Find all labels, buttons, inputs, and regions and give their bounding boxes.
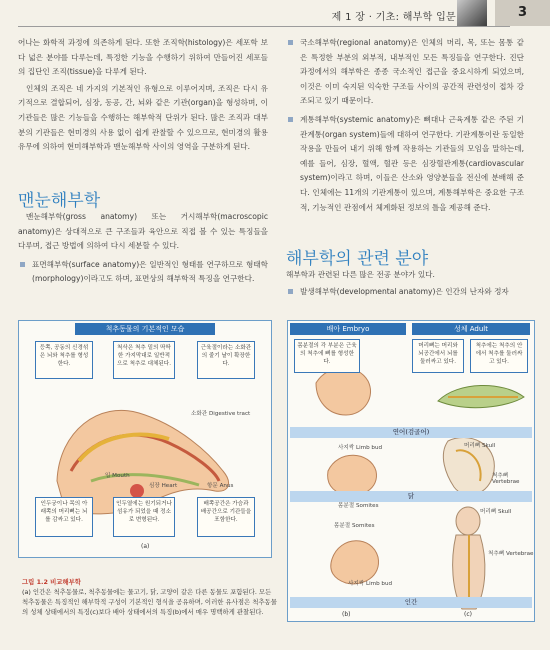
callout-notochord: 척삭은 척추 밑의 딱딱한 가지막대로 일반적으로 척추로 대체된다.: [113, 341, 175, 379]
label-vertebrae-1: 척추뼈 Vertebrae: [492, 473, 520, 485]
callout-pharyngeal: 인두궁이나 목의 아래쪽의 머리뼈는 뇌를 감싸고 있다.: [35, 497, 93, 537]
adult-callout-vertebrae: 척추에는 척추의 안에서 척추를 둘러싸고 있다.: [470, 339, 528, 373]
label-mouth: 입 Mouth: [105, 473, 130, 479]
callout-muscle: 근육절이라는 소화관의 줄기 날이 확장한다.: [197, 341, 255, 379]
bullet-systemic-text: 계통해부학(systemic anatomy)은 뼈대나 근육계통 같은 주된 기관계통(organ system)들에 대하여 연구한다. 기관계통이란 동일한 작용을 만들어 내기 위해 함께 작용하는 기관들의 모임을 말하는데, 예를 들어, 심장, 혈액, 혈관 등은 심장혈관계통(cardiovascular system)이라고 하며, 이들은 산소와 영양분들을 전신에 분배해 준다. 인체에는 11개의 기관계통이 있으며, 계통해부학은 중요한 구조적, 기능적인 관점에서 체계화된 정보의 틀을 제공해 준다.: [300, 114, 524, 212]
bullet-square-icon: [288, 117, 293, 122]
page-header: [0, 0, 550, 28]
header-thumbnail-image: [457, 0, 487, 26]
label-somites-1: 몸분절 Somites: [338, 503, 379, 509]
bullet-developmental: [286, 285, 524, 300]
adult-callout-skull: 머리뼈는 머리와 뇌공간에서 뇌를 둘러싸고 있다.: [412, 339, 464, 373]
label-skull-1: 머리뼈 Skull: [464, 443, 496, 449]
label-heart: 심장 Heart: [149, 483, 178, 489]
figure-b-letter: (b): [342, 611, 351, 618]
header-rule: [18, 26, 510, 27]
figure-a-panel: [18, 320, 272, 558]
section-heading-gross: 맨눈해부학: [18, 191, 101, 211]
intro-paragraph: 인체의 조직은 네 가지의 기본적인 유형으로 이루어지며, 조직은 다시 유기적으로 결합되어, 심장, 동공, 간, 뇌와 같은 기관(organ)을 형성하며, 이 기관들은 많은 기능들을 수행하는 해부학적 단위가 된다. 많은 조직과 대부분의 기관들은 현미경의 사용 없이 쉽게 관찰할 수 있으므로, 현미경의 활용 유무에 의하여 현미해부학과 맨눈해부학 사이의 영역을 구분하게 된다.: [18, 83, 268, 152]
page-number: 3: [495, 0, 550, 26]
related-paragraph: 해부학과 관련된 다른 많은 전공 분야가 있다.: [286, 270, 435, 279]
callout-neural-tube: 등쪽, 공동의 신경섞은 뇌와 척추를 형성한다.: [35, 341, 93, 379]
label-skull-2: 머리뼈 Skull: [480, 509, 512, 515]
embryo-column-title: 배아 Embryo: [290, 323, 406, 335]
bullet-regional: [286, 36, 524, 109]
bullet-developmental-text: 발생해부학(developmental anatomy)은 인간의 난자와 정자: [300, 286, 509, 296]
left-intro: [18, 36, 268, 157]
bullet-surface: [18, 258, 268, 287]
label-somites-2: 몸분절 Somites: [334, 523, 375, 529]
caption-title: 그림 1.2 비교해부학: [22, 578, 81, 586]
right-column: [286, 36, 524, 215]
bullet-regional-text: 국소해부학(regional anatomy)은 인체의 머리, 목, 또는 몸통 같은 특정한 부분의 외부적, 내부적인 모든 특징들을 연구한다. 진단 과정에서의 해부학은 종종 국소적인 접근을 중요시하게 되었으며, 이것은 이미 숙지된 익숙한 구조들 사이의 공간적 관련성이 접차 강조되고 있기 때문이다.: [300, 38, 524, 106]
label-limb-bud-2: 사지싹 Limb bud: [348, 581, 393, 587]
label-limb-bud-1: 사지싹 Limb bud: [338, 445, 383, 451]
section-heading-related: 해부학의 관련 분야: [286, 249, 429, 269]
chapter-title: 제 1 장 · 기초: 해부학 입문: [331, 12, 456, 23]
intro-paragraph: 어나는 화학적 과정에 의존하게 된다. 또한 조직학(histology)은 세포학 보다 넓은 분야를 다루는데, 특정한 기능을 수행하기 위하여 만들어진 세포들의 집단인 조직(tissue)을 다루게 된다.: [18, 38, 268, 77]
gross-paragraph: 맨눈해부학(gross anatomy) 또는 거시해부학(macroscopic anatomy)은 상대적으로 큰 구조들과 육안으로 직접 볼 수 있는 특징들을 다루며, 접근 방법에 의하여 다시 세분할 수 있다.: [18, 212, 268, 251]
callout-ventral: 배쪽공간은 가슴과 배공간으로 기관들을 포함한다.: [197, 497, 255, 537]
band-human: 인간: [290, 597, 532, 608]
right-related: [286, 268, 524, 299]
band-chicken: 닭: [290, 491, 532, 502]
caption-text: (a) 인간은 척추동물로, 척추동물에는 물고기, 닭, 고양이 같은 다른 동물도 포함된다. 모든 척추동물은 특징적인 해부학적 구성이 기본적인 형식을 공유하며, 이러한 유사점은 척추동물의 성체 상태에서의 특징(c)보다 배아 상태에서의 특징(b)에서 매우 명백하게 관찰된다.: [22, 588, 277, 616]
adult-column-title: 성체 Adult: [412, 323, 530, 335]
label-digestive: 소화관 Digestive tract: [191, 411, 251, 417]
bullet-systemic: [286, 113, 524, 215]
embryo-callout: 몸분절의 각 부분은 근육의 척추에 뼈를 형성한다.: [294, 339, 360, 373]
figure-a-title: 척추동물의 기본적인 모습: [75, 323, 215, 335]
bullet-square-icon: [288, 40, 293, 45]
figure-caption: [22, 577, 277, 617]
bullet-surface-text: 표면해부학(surface anatomy)은 일반적인 형태를 연구하므로 형태학(morphology)이라고도 하며, 표면상의 해부학적 특징을 연구한다.: [32, 259, 268, 284]
figure-bc-panel: [287, 320, 535, 622]
label-vertebrae-2: 척추뼈 Vertebrae: [488, 551, 534, 557]
label-anus: 항문 Anus: [207, 483, 234, 489]
bullet-square-icon: [288, 289, 293, 294]
figure-c-letter: (c): [464, 611, 472, 618]
band-fish: 연어(검골어): [290, 427, 532, 438]
left-gross: [18, 210, 268, 287]
callout-gill: 인두열에는 원기되거나 섬유가 되었을 때 정소로 변형된다.: [113, 497, 175, 537]
figure-a-letter: (a): [141, 543, 150, 550]
bullet-square-icon: [20, 262, 25, 267]
